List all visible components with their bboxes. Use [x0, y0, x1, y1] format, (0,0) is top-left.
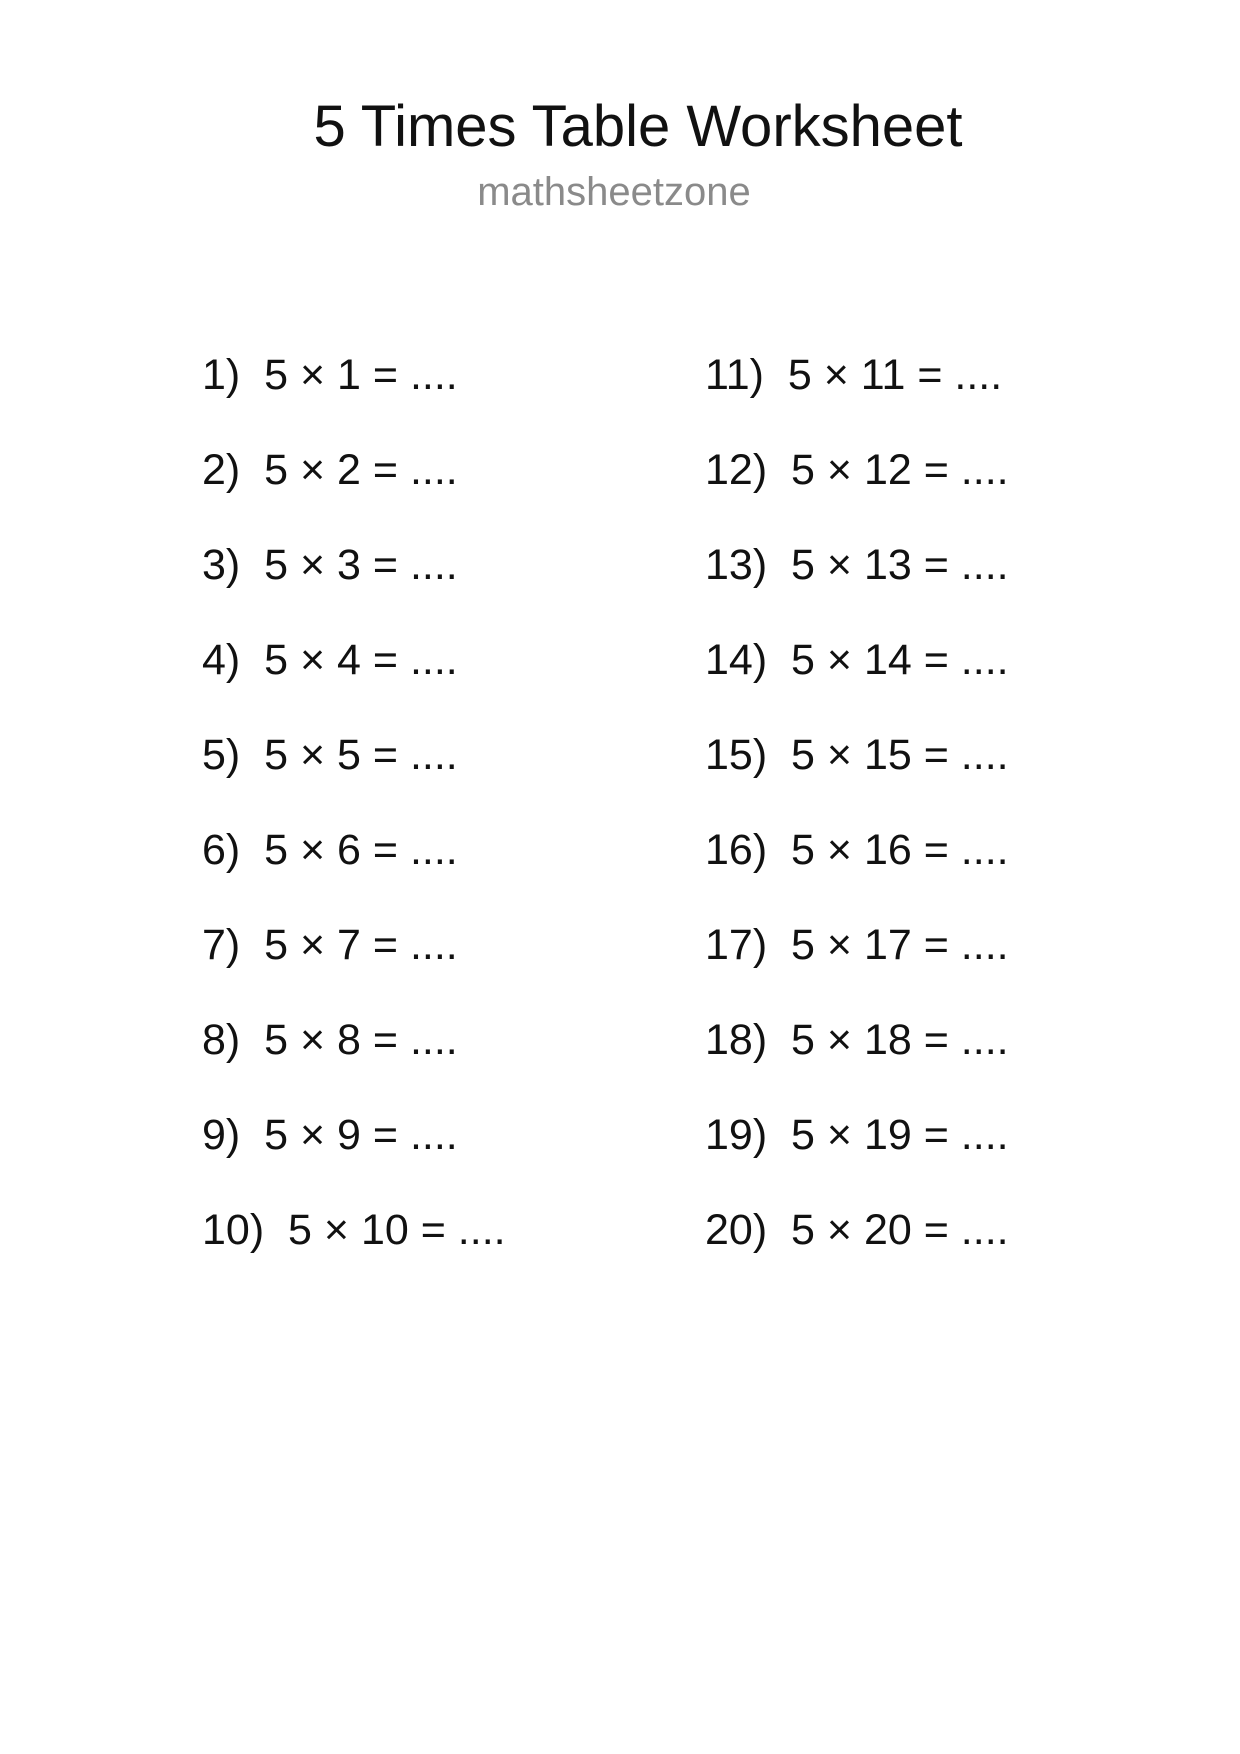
- question-4: 4) 5 × 4 = ....: [202, 636, 458, 684]
- question-14: 14) 5 × 14 = ....: [705, 636, 1009, 684]
- question-7: 7) 5 × 7 = ....: [202, 921, 458, 969]
- question-1: 1) 5 × 1 = ....: [202, 351, 458, 399]
- question-3: 3) 5 × 3 = ....: [202, 541, 458, 589]
- question-2: 2) 5 × 2 = ....: [202, 446, 458, 494]
- question-10: 10) 5 × 10 = ....: [202, 1206, 506, 1254]
- question-8: 8) 5 × 8 = ....: [202, 1016, 458, 1064]
- question-19: 19) 5 × 19 = ....: [705, 1111, 1009, 1159]
- site-name: mathsheetzone: [477, 170, 751, 214]
- question-5: 5) 5 × 5 = ....: [202, 731, 458, 779]
- question-15: 15) 5 × 15 = ....: [705, 731, 1009, 779]
- question-16: 16) 5 × 16 = ....: [705, 826, 1009, 874]
- question-20: 20) 5 × 20 = ....: [705, 1206, 1009, 1254]
- worksheet-header: [0, 92, 1240, 216]
- question-17: 17) 5 × 17 = ....: [705, 921, 1009, 969]
- question-6: 6) 5 × 6 = ....: [202, 826, 458, 874]
- question-9: 9) 5 × 9 = ....: [202, 1111, 458, 1159]
- question-11: 11) 5 × 11 = ....: [705, 351, 1003, 399]
- question-13: 13) 5 × 13 = ....: [705, 541, 1009, 589]
- question-12: 12) 5 × 12 = ....: [705, 446, 1009, 494]
- question-18: 18) 5 × 18 = ....: [705, 1016, 1009, 1064]
- page-title: 5 Times Table Worksheet: [313, 94, 963, 159]
